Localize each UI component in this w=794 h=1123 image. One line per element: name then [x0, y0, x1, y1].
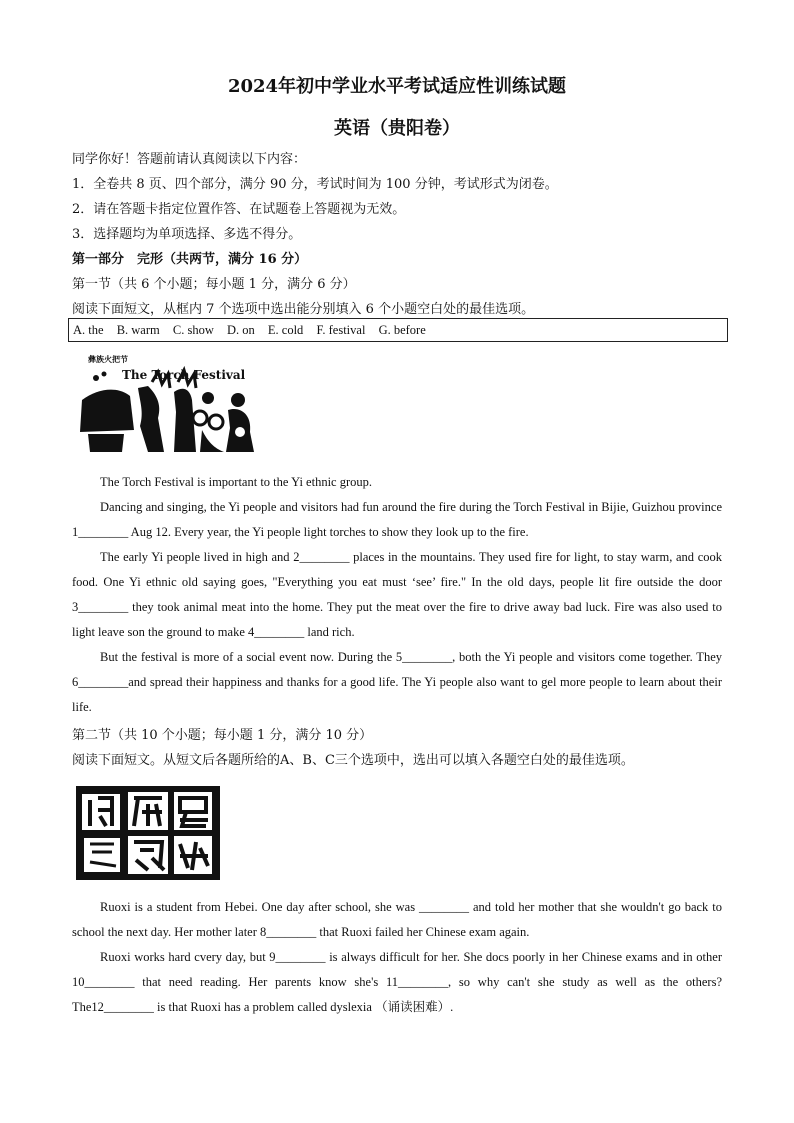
passage1-paragraph: The Torch Festival is important to the Yi ethnic group. [100, 475, 372, 489]
option-a: A. the [73, 323, 104, 337]
option-f: F. festival [316, 323, 366, 337]
instruction-item: 3．选择题均为单项选择、多选不得分。 [72, 227, 302, 242]
image-caption-cn: 彝族火把节 [88, 355, 128, 364]
section1-direction: 阅读下面短文，从框内 7 个选项中选出能分别填入 6 个小题空白处的最佳选项。 [72, 302, 535, 317]
exam-title: 2024年初中学业水平考试适应性训练试题 [227, 76, 567, 97]
image-caption-en: The Torch Festival [122, 368, 246, 382]
part1-heading: 第一部分 完形（共两节，满分 16 分） [72, 252, 308, 267]
passage1-paragraph: Dancing and singing, the Yi people and visitors had fun around the fire during the Torch Festival in Bijie, Guizhou province 1________ Aug 12. Every year, the Yi people light torches to show they look up to the fire. [72, 500, 722, 539]
instruction-item: 2．请在答题卡指定位置作答、在试题卷上答题视为无效。 [72, 202, 406, 217]
passage1-paragraph: But the festival is more of a social event now. During the 5________, both the Yi people and visitors come together. They 6________and spread their happiness and thanks for a good life. The Yi people also want to gel more people to learn about their life. [72, 650, 722, 714]
option-b: B. warm [116, 323, 160, 337]
torch-festival-image [78, 352, 256, 460]
option-e: E. cold [267, 323, 304, 337]
option-c: C. show [172, 323, 214, 337]
passage2-paragraph: Ruoxi works hard cvery day, but 9________ is always difficult for her. She docs poorly in her Chinese exams and in other 10________ that need reading. Her parents know she's 11________, so why can't she study as well as the others? The12________ is that Ruoxi has a problem called dyslexia （诵读困难）. [72, 950, 722, 1014]
dyslexia-image [76, 786, 220, 880]
option-g: G. before [378, 323, 426, 337]
section1-heading: 第一节（共 6 个小题；每小题 1 分，满分 6 分） [72, 277, 356, 292]
passage2-paragraph: Ruoxi is a student from Hebei. One day after school, she was ________ and told her mother that she wouldn't go back to school the next day. Her mother later 8________ that Ruoxi failed her Chinese exam again. [72, 900, 722, 939]
passage1 [72, 470, 722, 720]
instruction-item: 1．全卷共 8 页、四个部分，满分 90 分，考试时间为 100 分钟，考试形式为闭卷。 [72, 177, 558, 192]
exam-subtitle: 英语（贵阳卷） [334, 118, 460, 139]
section2-direction: 阅读下面短文。从短文后各题所给的A、B、C三个选项中，选出可以填入各题空白处的最佳选项。 [72, 753, 634, 768]
section2-heading: 第二节（共 10 个小题；每小题 1 分，满分 10 分） [72, 728, 373, 743]
option-d: D. on [226, 323, 255, 337]
instructions-greeting: 同学你好！答题前请认真阅读以下内容： [72, 152, 307, 167]
passage2 [72, 895, 722, 1020]
options-box [68, 318, 728, 342]
passage1-paragraph: The early Yi people lived in high and 2________ places in the mountains. They used fire for light, to stay warm, and cook food. One Yi ethnic old saying goes, "Everything you eat must ‘see’ fire." In the old days, people lit fire outside the door 3________ they took animal meat into the home. They put the meat over the fire to drive away bad luck. Fire was also used to light leave son the ground to make 4________ land rich. [72, 550, 722, 639]
